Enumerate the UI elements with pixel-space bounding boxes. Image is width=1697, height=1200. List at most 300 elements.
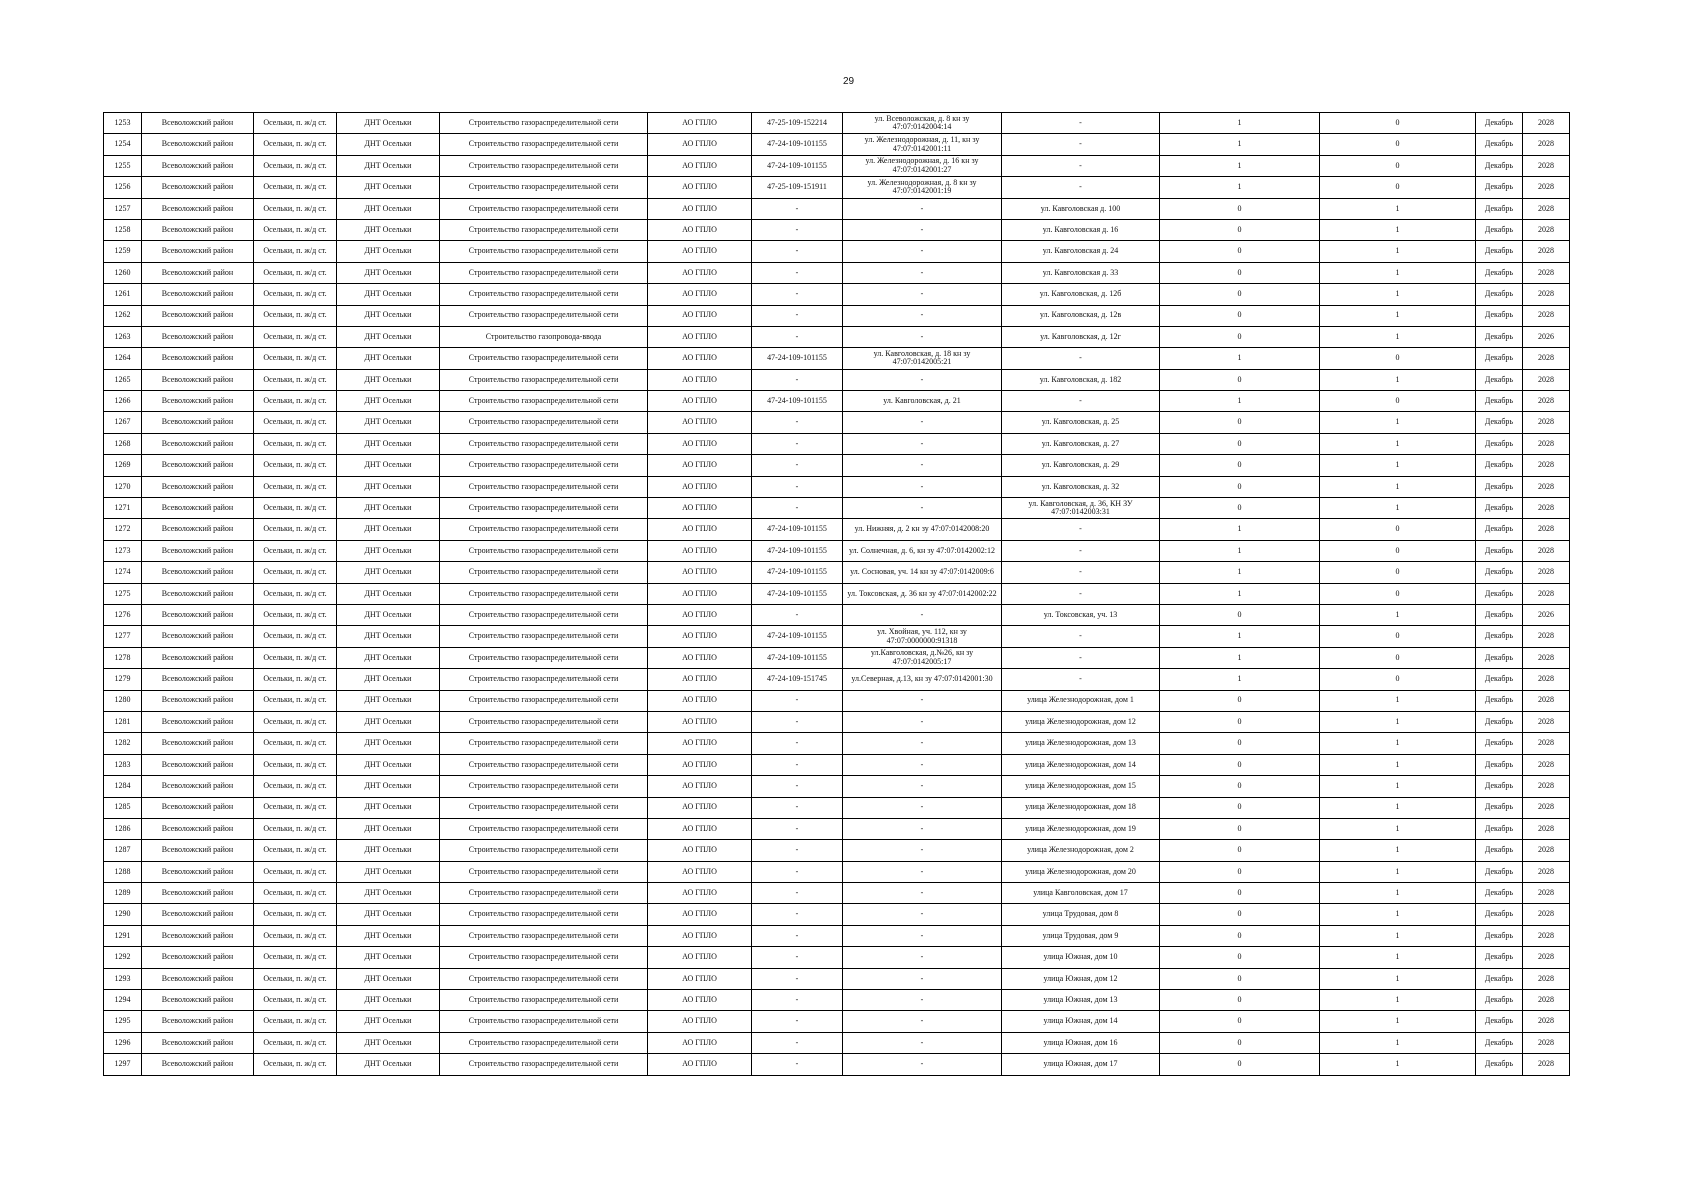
month-cell: Декабрь xyxy=(1476,433,1523,454)
district-cell: Всеволожский район xyxy=(142,155,254,176)
month-cell: Декабрь xyxy=(1476,604,1523,625)
tech-conditions-number-cell: - xyxy=(752,990,843,1011)
year-cell: 2028 xyxy=(1523,562,1570,583)
work-type-cell: Строительство газораспределительной сети xyxy=(440,241,648,262)
year-cell: 2028 xyxy=(1523,498,1570,519)
year-cell: 2028 xyxy=(1523,113,1570,134)
work-type-cell: Строительство газораспределительной сети xyxy=(440,626,648,647)
district-cell: Всеволожский район xyxy=(142,369,254,390)
row-number: 1254 xyxy=(104,134,142,155)
row-number: 1278 xyxy=(104,647,142,668)
organization-cell: АО ГПЛО xyxy=(648,776,752,797)
count-b-cell: 0 xyxy=(1320,647,1476,668)
row-number: 1275 xyxy=(104,583,142,604)
planned-address-cell: - xyxy=(1002,134,1160,155)
tech-conditions-number-cell: - xyxy=(752,604,843,625)
month-cell: Декабрь xyxy=(1476,1011,1523,1032)
year-cell: 2028 xyxy=(1523,669,1570,690)
year-cell: 2028 xyxy=(1523,198,1570,219)
planned-address-cell: ул. Кавголовская, д. 32 xyxy=(1002,476,1160,497)
planned-address-cell: - xyxy=(1002,669,1160,690)
year-cell: 2028 xyxy=(1523,711,1570,732)
tech-conditions-number-cell: - xyxy=(752,412,843,433)
month-cell: Декабрь xyxy=(1476,754,1523,775)
organization-cell: АО ГПЛО xyxy=(648,476,752,497)
organization-cell: АО ГПЛО xyxy=(648,1032,752,1053)
row-number: 1273 xyxy=(104,540,142,561)
tech-conditions-number-cell: - xyxy=(752,476,843,497)
count-a-cell: 0 xyxy=(1160,604,1320,625)
tech-conditions-number-cell: - xyxy=(752,690,843,711)
organization-cell: АО ГПЛО xyxy=(648,562,752,583)
row-number: 1294 xyxy=(104,990,142,1011)
count-a-cell: 1 xyxy=(1160,562,1320,583)
work-type-cell: Строительство газораспределительной сети xyxy=(440,284,648,305)
district-cell: Всеволожский район xyxy=(142,113,254,134)
district-cell: Всеволожский район xyxy=(142,647,254,668)
year-cell: 2028 xyxy=(1523,540,1570,561)
count-b-cell: 1 xyxy=(1320,198,1476,219)
table-row xyxy=(104,562,1570,583)
partnership-cell: ДНТ Осельки xyxy=(337,519,440,540)
settlement-cell: Осельки, п. ж/д ст. xyxy=(254,776,337,797)
count-a-cell: 1 xyxy=(1160,391,1320,412)
settlement-cell: Осельки, п. ж/д ст. xyxy=(254,883,337,904)
organization-cell: АО ГПЛО xyxy=(648,818,752,839)
contract-address-cell: - xyxy=(843,925,1002,946)
organization-cell: АО ГПЛО xyxy=(648,904,752,925)
table-row xyxy=(104,241,1570,262)
tech-conditions-number-cell: 47-24-109-101155 xyxy=(752,583,843,604)
month-cell: Декабрь xyxy=(1476,776,1523,797)
partnership-cell: ДНТ Осельки xyxy=(337,647,440,668)
row-number: 1269 xyxy=(104,455,142,476)
row-number: 1258 xyxy=(104,219,142,240)
month-cell: Декабрь xyxy=(1476,690,1523,711)
count-b-cell: 0 xyxy=(1320,519,1476,540)
contract-address-cell: - xyxy=(843,754,1002,775)
partnership-cell: ДНТ Осельки xyxy=(337,455,440,476)
count-a-cell: 1 xyxy=(1160,626,1320,647)
planned-address-cell: ул. Кавголовская, д. 12г xyxy=(1002,326,1160,347)
count-b-cell: 0 xyxy=(1320,626,1476,647)
planned-address-cell: улица Южная, дом 13 xyxy=(1002,990,1160,1011)
count-a-cell: 0 xyxy=(1160,262,1320,283)
district-cell: Всеволожский район xyxy=(142,776,254,797)
settlement-cell: Осельки, п. ж/д ст. xyxy=(254,583,337,604)
table-row xyxy=(104,412,1570,433)
year-cell: 2028 xyxy=(1523,904,1570,925)
table-row xyxy=(104,1011,1570,1032)
district-cell: Всеволожский район xyxy=(142,1054,254,1075)
count-a-cell: 0 xyxy=(1160,369,1320,390)
year-cell: 2028 xyxy=(1523,925,1570,946)
settlement-cell: Осельки, п. ж/д ст. xyxy=(254,604,337,625)
district-cell: Всеволожский район xyxy=(142,797,254,818)
contract-address-cell: ул. Токсовская, д. 36 кн зу 47:07:0142002:22 xyxy=(843,583,1002,604)
work-type-cell: Строительство газораспределительной сети xyxy=(440,840,648,861)
settlement-cell: Осельки, п. ж/д ст. xyxy=(254,198,337,219)
tech-conditions-number-cell: 47-24-109-151745 xyxy=(752,669,843,690)
district-cell: Всеволожский район xyxy=(142,562,254,583)
settlement-cell: Осельки, п. ж/д ст. xyxy=(254,476,337,497)
partnership-cell: ДНТ Осельки xyxy=(337,583,440,604)
month-cell: Декабрь xyxy=(1476,968,1523,989)
partnership-cell: ДНТ Осельки xyxy=(337,818,440,839)
planned-address-cell: улица Южная, дом 10 xyxy=(1002,947,1160,968)
planned-address-cell: - xyxy=(1002,177,1160,198)
settlement-cell: Осельки, п. ж/д ст. xyxy=(254,818,337,839)
row-number: 1281 xyxy=(104,711,142,732)
row-number: 1256 xyxy=(104,177,142,198)
work-type-cell: Строительство газораспределительной сети xyxy=(440,647,648,668)
organization-cell: АО ГПЛО xyxy=(648,455,752,476)
month-cell: Декабрь xyxy=(1476,990,1523,1011)
year-cell: 2028 xyxy=(1523,519,1570,540)
count-a-cell: 1 xyxy=(1160,134,1320,155)
work-type-cell: Строительство газораспределительной сети xyxy=(440,412,648,433)
contract-address-cell: - xyxy=(843,219,1002,240)
district-cell: Всеволожский район xyxy=(142,284,254,305)
organization-cell: АО ГПЛО xyxy=(648,690,752,711)
row-number: 1261 xyxy=(104,284,142,305)
planned-address-cell: ул. Кавголовская, д. 36, КН ЗУ 47:07:0142003:31 xyxy=(1002,498,1160,519)
month-cell: Декабрь xyxy=(1476,305,1523,326)
row-number: 1267 xyxy=(104,412,142,433)
year-cell: 2026 xyxy=(1523,604,1570,625)
settlement-cell: Осельки, п. ж/д ст. xyxy=(254,519,337,540)
partnership-cell: ДНТ Осельки xyxy=(337,241,440,262)
organization-cell: АО ГПЛО xyxy=(648,990,752,1011)
tech-conditions-number-cell: - xyxy=(752,1054,843,1075)
year-cell: 2028 xyxy=(1523,861,1570,882)
year-cell: 2028 xyxy=(1523,583,1570,604)
district-cell: Всеволожский район xyxy=(142,604,254,625)
partnership-cell: ДНТ Осельки xyxy=(337,155,440,176)
tech-conditions-number-cell: 47-25-109-152214 xyxy=(752,113,843,134)
row-number: 1289 xyxy=(104,883,142,904)
organization-cell: АО ГПЛО xyxy=(648,433,752,454)
district-cell: Всеволожский район xyxy=(142,690,254,711)
row-number: 1272 xyxy=(104,519,142,540)
work-type-cell: Строительство газораспределительной сети xyxy=(440,433,648,454)
planned-address-cell: улица Трудовая, дом 9 xyxy=(1002,925,1160,946)
table-row xyxy=(104,326,1570,347)
contract-address-cell: ул.Северная, д.13, кн зу 47:07:0142001:30 xyxy=(843,669,1002,690)
month-cell: Декабрь xyxy=(1476,904,1523,925)
table-row xyxy=(104,348,1570,369)
month-cell: Декабрь xyxy=(1476,711,1523,732)
tech-conditions-number-cell: 47-24-109-101155 xyxy=(752,540,843,561)
year-cell: 2028 xyxy=(1523,412,1570,433)
row-number: 1293 xyxy=(104,968,142,989)
partnership-cell: ДНТ Осельки xyxy=(337,861,440,882)
row-number: 1260 xyxy=(104,262,142,283)
organization-cell: АО ГПЛО xyxy=(648,1054,752,1075)
year-cell: 2028 xyxy=(1523,776,1570,797)
count-b-cell: 1 xyxy=(1320,241,1476,262)
tech-conditions-number-cell: - xyxy=(752,284,843,305)
year-cell: 2028 xyxy=(1523,1054,1570,1075)
district-cell: Всеволожский район xyxy=(142,241,254,262)
settlement-cell: Осельки, п. ж/д ст. xyxy=(254,348,337,369)
tech-conditions-number-cell: - xyxy=(752,241,843,262)
count-a-cell: 0 xyxy=(1160,925,1320,946)
work-type-cell: Строительство газораспределительной сети xyxy=(440,519,648,540)
planned-address-cell: ул. Кавголовская д. 100 xyxy=(1002,198,1160,219)
contract-address-cell: ул. Железнодорожная, д. 8 кн зу 47:07:0142001:19 xyxy=(843,177,1002,198)
partnership-cell: ДНТ Осельки xyxy=(337,990,440,1011)
year-cell: 2028 xyxy=(1523,241,1570,262)
organization-cell: АО ГПЛО xyxy=(648,968,752,989)
contract-address-cell: - xyxy=(843,711,1002,732)
organization-cell: АО ГПЛО xyxy=(648,711,752,732)
count-a-cell: 0 xyxy=(1160,455,1320,476)
settlement-cell: Осельки, п. ж/д ст. xyxy=(254,134,337,155)
partnership-cell: ДНТ Осельки xyxy=(337,925,440,946)
count-a-cell: 0 xyxy=(1160,1054,1320,1075)
organization-cell: АО ГПЛО xyxy=(648,604,752,625)
count-b-cell: 1 xyxy=(1320,1054,1476,1075)
work-type-cell: Строительство газораспределительной сети xyxy=(440,262,648,283)
count-a-cell: 1 xyxy=(1160,669,1320,690)
organization-cell: АО ГПЛО xyxy=(648,177,752,198)
tech-conditions-number-cell: - xyxy=(752,818,843,839)
work-type-cell: Строительство газораспределительной сети xyxy=(440,1011,648,1032)
work-type-cell: Строительство газораспределительной сети xyxy=(440,861,648,882)
district-cell: Всеволожский район xyxy=(142,455,254,476)
work-type-cell: Строительство газораспределительной сети xyxy=(440,498,648,519)
district-cell: Всеволожский район xyxy=(142,990,254,1011)
district-cell: Всеволожский район xyxy=(142,1011,254,1032)
count-b-cell: 1 xyxy=(1320,840,1476,861)
work-type-cell: Строительство газораспределительной сети xyxy=(440,690,648,711)
tech-conditions-number-cell: - xyxy=(752,776,843,797)
organization-cell: АО ГПЛО xyxy=(648,412,752,433)
count-a-cell: 0 xyxy=(1160,840,1320,861)
count-b-cell: 1 xyxy=(1320,990,1476,1011)
contract-address-cell: - xyxy=(843,1054,1002,1075)
planned-address-cell: улица Железнодорожная, дом 12 xyxy=(1002,711,1160,732)
organization-cell: АО ГПЛО xyxy=(648,198,752,219)
work-type-cell: Строительство газораспределительной сети xyxy=(440,219,648,240)
row-number: 1271 xyxy=(104,498,142,519)
planned-address-cell: - xyxy=(1002,583,1160,604)
year-cell: 2028 xyxy=(1523,219,1570,240)
partnership-cell: ДНТ Осельки xyxy=(337,883,440,904)
count-b-cell: 1 xyxy=(1320,326,1476,347)
count-b-cell: 1 xyxy=(1320,284,1476,305)
month-cell: Декабрь xyxy=(1476,1032,1523,1053)
partnership-cell: ДНТ Осельки xyxy=(337,947,440,968)
month-cell: Декабрь xyxy=(1476,519,1523,540)
count-b-cell: 0 xyxy=(1320,113,1476,134)
planned-address-cell: улица Южная, дом 17 xyxy=(1002,1054,1160,1075)
contract-address-cell: - xyxy=(843,241,1002,262)
count-b-cell: 1 xyxy=(1320,797,1476,818)
count-b-cell: 1 xyxy=(1320,818,1476,839)
contract-address-cell: ул. Хвойная, уч. 112, кн зу 47:07:0000000:91318 xyxy=(843,626,1002,647)
tech-conditions-number-cell: 47-24-109-101155 xyxy=(752,562,843,583)
month-cell: Декабрь xyxy=(1476,177,1523,198)
tech-conditions-number-cell: - xyxy=(752,262,843,283)
count-a-cell: 0 xyxy=(1160,690,1320,711)
month-cell: Декабрь xyxy=(1476,455,1523,476)
district-cell: Всеволожский район xyxy=(142,177,254,198)
table-row xyxy=(104,968,1570,989)
tech-conditions-number-cell: 47-24-109-101155 xyxy=(752,647,843,668)
year-cell: 2028 xyxy=(1523,305,1570,326)
tech-conditions-number-cell: - xyxy=(752,968,843,989)
month-cell: Декабрь xyxy=(1476,540,1523,561)
work-type-cell: Строительство газораспределительной сети xyxy=(440,990,648,1011)
organization-cell: АО ГПЛО xyxy=(648,219,752,240)
organization-cell: АО ГПЛО xyxy=(648,305,752,326)
tech-conditions-number-cell: 47-24-109-101155 xyxy=(752,391,843,412)
settlement-cell: Осельки, п. ж/д ст. xyxy=(254,669,337,690)
settlement-cell: Осельки, п. ж/д ст. xyxy=(254,369,337,390)
row-number: 1280 xyxy=(104,690,142,711)
planned-address-cell: улица Трудовая, дом 8 xyxy=(1002,904,1160,925)
year-cell: 2028 xyxy=(1523,690,1570,711)
count-a-cell: 0 xyxy=(1160,498,1320,519)
table-row xyxy=(104,904,1570,925)
row-number: 1268 xyxy=(104,433,142,454)
organization-cell: АО ГПЛО xyxy=(648,369,752,390)
planned-address-cell: улица Железнодорожная, дом 13 xyxy=(1002,733,1160,754)
month-cell: Декабрь xyxy=(1476,733,1523,754)
month-cell: Декабрь xyxy=(1476,498,1523,519)
settlement-cell: Осельки, п. ж/д ст. xyxy=(254,540,337,561)
count-b-cell: 0 xyxy=(1320,669,1476,690)
contract-address-cell: - xyxy=(843,1032,1002,1053)
count-a-cell: 0 xyxy=(1160,968,1320,989)
tech-conditions-number-cell: 47-24-109-101155 xyxy=(752,155,843,176)
planned-address-cell: улица Железнодорожная, дом 2 xyxy=(1002,840,1160,861)
settlement-cell: Осельки, п. ж/д ст. xyxy=(254,305,337,326)
count-b-cell: 1 xyxy=(1320,776,1476,797)
table-row xyxy=(104,797,1570,818)
organization-cell: АО ГПЛО xyxy=(648,284,752,305)
count-b-cell: 0 xyxy=(1320,540,1476,561)
month-cell: Декабрь xyxy=(1476,797,1523,818)
partnership-cell: ДНТ Осельки xyxy=(337,904,440,925)
count-b-cell: 1 xyxy=(1320,861,1476,882)
row-number: 1264 xyxy=(104,348,142,369)
settlement-cell: Осельки, п. ж/д ст. xyxy=(254,177,337,198)
settlement-cell: Осельки, п. ж/д ст. xyxy=(254,219,337,240)
count-a-cell: 0 xyxy=(1160,326,1320,347)
work-type-cell: Строительство газораспределительной сети xyxy=(440,305,648,326)
planned-address-cell: ул. Токсовская, уч. 13 xyxy=(1002,604,1160,625)
contract-address-cell: - xyxy=(843,797,1002,818)
table-row xyxy=(104,1054,1570,1075)
work-type-cell: Строительство газораспределительной сети xyxy=(440,754,648,775)
year-cell: 2028 xyxy=(1523,177,1570,198)
table-row xyxy=(104,519,1570,540)
work-type-cell: Строительство газораспределительной сети xyxy=(440,883,648,904)
year-cell: 2028 xyxy=(1523,626,1570,647)
count-a-cell: 0 xyxy=(1160,433,1320,454)
organization-cell: АО ГПЛО xyxy=(648,1011,752,1032)
row-number: 1266 xyxy=(104,391,142,412)
work-type-cell: Строительство газораспределительной сети xyxy=(440,947,648,968)
partnership-cell: ДНТ Осельки xyxy=(337,562,440,583)
month-cell: Декабрь xyxy=(1476,1054,1523,1075)
planned-address-cell: - xyxy=(1002,391,1160,412)
count-a-cell: 0 xyxy=(1160,412,1320,433)
contract-address-cell: ул.Кавголовская, д.№26, кн зу 47:07:0142005:17 xyxy=(843,647,1002,668)
contract-address-cell: - xyxy=(843,818,1002,839)
count-a-cell: 1 xyxy=(1160,540,1320,561)
table-row xyxy=(104,1032,1570,1053)
contract-address-cell: ул. Железнодорожная, д. 16 кн зу 47:07:0142001:27 xyxy=(843,155,1002,176)
planned-address-cell: ул. Кавголовская, д. 25 xyxy=(1002,412,1160,433)
planned-address-cell: улица Южная, дом 12 xyxy=(1002,968,1160,989)
tech-conditions-number-cell: - xyxy=(752,498,843,519)
count-b-cell: 0 xyxy=(1320,348,1476,369)
partnership-cell: ДНТ Осельки xyxy=(337,498,440,519)
settlement-cell: Осельки, п. ж/д ст. xyxy=(254,284,337,305)
planned-address-cell: - xyxy=(1002,647,1160,668)
count-a-cell: 1 xyxy=(1160,583,1320,604)
count-b-cell: 0 xyxy=(1320,155,1476,176)
planned-address-cell: улица Кавголовская, дом 17 xyxy=(1002,883,1160,904)
partnership-cell: ДНТ Осельки xyxy=(337,797,440,818)
district-cell: Всеволожский район xyxy=(142,626,254,647)
tech-conditions-number-cell: 47-24-109-101155 xyxy=(752,626,843,647)
table-row xyxy=(104,391,1570,412)
organization-cell: АО ГПЛО xyxy=(648,754,752,775)
count-b-cell: 1 xyxy=(1320,262,1476,283)
settlement-cell: Осельки, п. ж/д ст. xyxy=(254,626,337,647)
registry-body xyxy=(104,113,1570,1076)
contract-address-cell: - xyxy=(843,262,1002,283)
month-cell: Декабрь xyxy=(1476,348,1523,369)
contract-address-cell: ул. Нижняя, д. 2 кн зу 47:07:0142008:20 xyxy=(843,519,1002,540)
contract-address-cell: - xyxy=(843,733,1002,754)
tech-conditions-number-cell: - xyxy=(752,733,843,754)
row-number: 1290 xyxy=(104,904,142,925)
table-row xyxy=(104,626,1570,647)
count-b-cell: 0 xyxy=(1320,562,1476,583)
table-row xyxy=(104,883,1570,904)
month-cell: Декабрь xyxy=(1476,155,1523,176)
count-a-cell: 0 xyxy=(1160,947,1320,968)
district-cell: Всеволожский район xyxy=(142,519,254,540)
partnership-cell: ДНТ Осельки xyxy=(337,369,440,390)
table-row xyxy=(104,433,1570,454)
month-cell: Декабрь xyxy=(1476,134,1523,155)
planned-address-cell: - xyxy=(1002,540,1160,561)
contract-address-cell: - xyxy=(843,1011,1002,1032)
district-cell: Всеволожский район xyxy=(142,391,254,412)
contract-address-cell: - xyxy=(843,498,1002,519)
contract-address-cell: - xyxy=(843,326,1002,347)
contract-address-cell: - xyxy=(843,904,1002,925)
work-type-cell: Строительство газораспределительной сети xyxy=(440,1054,648,1075)
district-cell: Всеволожский район xyxy=(142,711,254,732)
tech-conditions-number-cell: - xyxy=(752,433,843,454)
count-b-cell: 0 xyxy=(1320,177,1476,198)
work-type-cell: Строительство газораспределительной сети xyxy=(440,797,648,818)
partnership-cell: ДНТ Осельки xyxy=(337,540,440,561)
table-row xyxy=(104,305,1570,326)
row-number: 1270 xyxy=(104,476,142,497)
year-cell: 2028 xyxy=(1523,733,1570,754)
table-row xyxy=(104,583,1570,604)
partnership-cell: ДНТ Осельки xyxy=(337,604,440,625)
